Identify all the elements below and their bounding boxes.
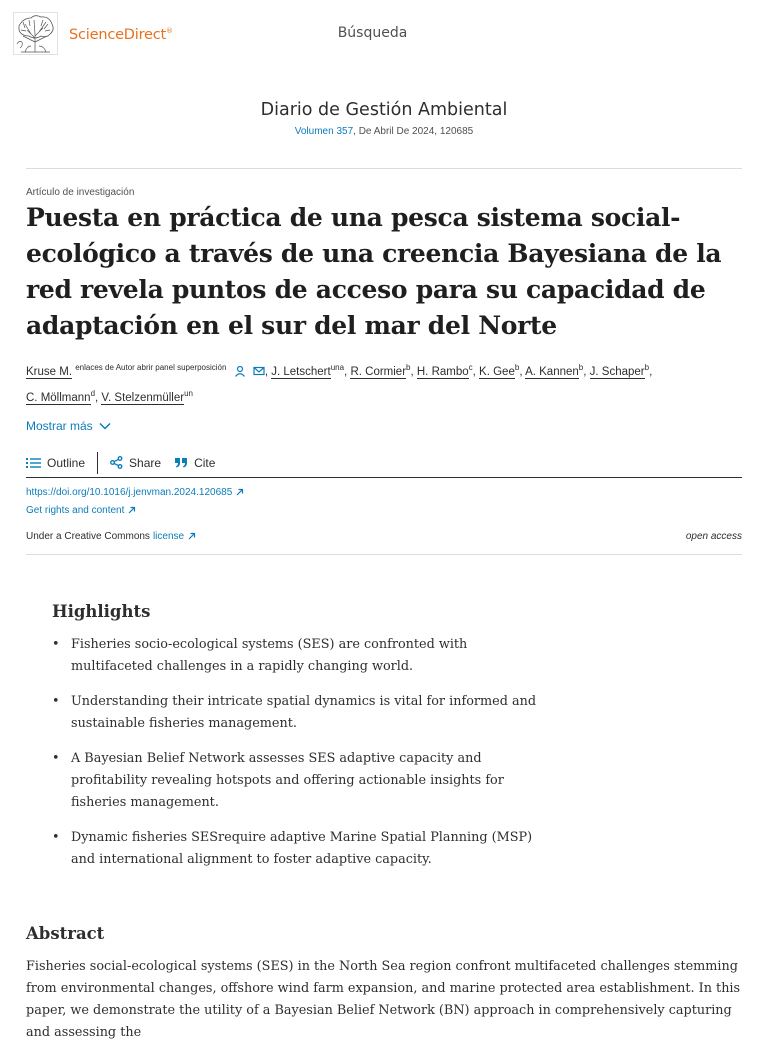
- highlight-text: A Bayesian Belief Network assesses SES adaptive capacity and profitability revealing hotspots and offering actionable insights for fisheries management.: [71, 751, 504, 810]
- envelope-icon[interactable]: [253, 365, 265, 377]
- brand-label[interactable]: ScienceDirect: [69, 27, 167, 43]
- cite-button[interactable]: [175, 456, 215, 470]
- outline-label: Outline: [47, 455, 86, 470]
- author-affiliation[interactable]: b: [406, 363, 411, 372]
- brand-mark: ®: [166, 27, 173, 36]
- author-separator: ,: [410, 366, 417, 378]
- share-label: Share: [129, 455, 162, 470]
- highlight-text: Dynamic fisheries SESrequire adaptive Marine Spatial Planning (MSP) and international alignment to foster adaptive capacity.: [71, 830, 533, 867]
- external-link-icon: [187, 532, 196, 541]
- highlight-text: Fisheries socio-ecological systems (SES) are confronted with multifaceted challenges in a rapidly changing world.: [71, 637, 468, 674]
- author-separator: ,: [583, 366, 590, 378]
- author-link[interactable]: A. Kannen: [525, 366, 579, 378]
- journal-title[interactable]: Diario de Gestión Ambiental: [260, 100, 508, 120]
- toolbar-divider: [97, 452, 98, 474]
- author-link[interactable]: J. Letschert: [271, 366, 331, 378]
- author-separator: ,: [264, 366, 272, 378]
- list-icon: [26, 457, 41, 469]
- bullet: •: [52, 751, 60, 766]
- show-more-button[interactable]: [26, 419, 111, 433]
- license-prefix: Under a Creative Commons: [26, 531, 150, 542]
- author-link[interactable]: V. Stelzenmüller: [101, 392, 185, 404]
- author-link[interactable]: K. Gee: [479, 366, 515, 378]
- outline-button[interactable]: [26, 456, 85, 470]
- rights-text: Get rights and content: [26, 505, 125, 516]
- rights-link[interactable]: [26, 505, 136, 516]
- person-icon[interactable]: [234, 365, 246, 377]
- list-item: [52, 691, 552, 735]
- list-item: [52, 827, 552, 871]
- external-link-icon: [127, 506, 136, 515]
- article-toolbar: [26, 448, 742, 478]
- author-link[interactable]: J. Schaper: [589, 366, 645, 378]
- list-item: [52, 634, 552, 678]
- open-access-label: open access: [685, 531, 742, 542]
- search-link[interactable]: Búsqueda: [337, 25, 408, 41]
- author-separator: ,: [472, 366, 480, 378]
- article-type: Artículo de investigación: [26, 187, 135, 198]
- author-separator: ,: [519, 366, 526, 378]
- links-divider: [26, 554, 742, 555]
- abstract-text: Fisheries social-ecological systems (SES) in the North Sea region confront multifaceted challenges stemming from environmental changes, offshore wind farm expansion, and marine protected area establishment. In this paper, we demonstrate the utility of a Bayesian Belief Network (BN) approach in comprehensively capturing and assessing the: [26, 959, 741, 1040]
- show-more-label: Mostrar más: [26, 419, 93, 433]
- author-panel-note[interactable]: enlaces de Autor abrir panel superposición: [75, 363, 227, 372]
- volume-details: , De Abril De 2024, 120685: [353, 126, 474, 137]
- abstract-heading: Abstract: [26, 924, 105, 943]
- external-link-icon: [235, 488, 244, 497]
- author-link[interactable]: C. Möllmann: [26, 392, 91, 404]
- header-divider: [26, 168, 742, 169]
- top-bar: [0, 0, 768, 70]
- author-separator: ,: [344, 366, 351, 378]
- author-affiliation[interactable]: un: [184, 389, 193, 398]
- author-affiliation[interactable]: b: [578, 363, 584, 372]
- author-separator: ,: [649, 366, 653, 378]
- share-button[interactable]: [110, 456, 161, 470]
- highlights-list: [52, 634, 552, 884]
- bullet: •: [52, 637, 60, 652]
- cite-label: Cite: [194, 455, 216, 470]
- author-affiliation[interactable]: b: [644, 363, 650, 372]
- highlights-heading: Highlights: [52, 602, 151, 621]
- quote-icon: [175, 457, 188, 468]
- volume-link[interactable]: Volumen 357: [294, 126, 354, 137]
- author-link[interactable]: Kruse M.: [26, 366, 73, 378]
- article-title: Puesta en práctica de una pesca sistema social-ecológico a través de una creencia Bayesiana de la red revela puntos de acceso para su capacidad de adaptación en el sur del mar del Norte: [26, 203, 722, 340]
- author-affiliation[interactable]: d: [90, 389, 96, 398]
- license-link[interactable]: license: [152, 531, 185, 542]
- author-affiliation[interactable]: una: [330, 363, 345, 372]
- license-notice: [26, 531, 196, 542]
- author-affiliation[interactable]: b: [514, 363, 520, 372]
- list-item: [52, 748, 552, 814]
- journal-volume: [0, 126, 768, 137]
- bullet: •: [52, 830, 60, 845]
- bullet: •: [52, 694, 60, 709]
- author-link[interactable]: R. Cormier: [350, 366, 407, 378]
- author-link[interactable]: H. Rambo: [416, 366, 469, 378]
- highlight-text: Understanding their intricate spatial dynamics is vital for informed and sustainable fisheries management.: [71, 694, 537, 731]
- share-icon: [110, 456, 123, 469]
- chevron-down-icon: [99, 422, 111, 430]
- doi-link[interactable]: [26, 487, 244, 498]
- author-affiliation[interactable]: c: [468, 363, 473, 372]
- author-separator: ,: [95, 392, 102, 404]
- author-list: [26, 357, 742, 409]
- doi-text: https://doi.org/10.1016/j.jenvman.2024.120685: [26, 487, 233, 498]
